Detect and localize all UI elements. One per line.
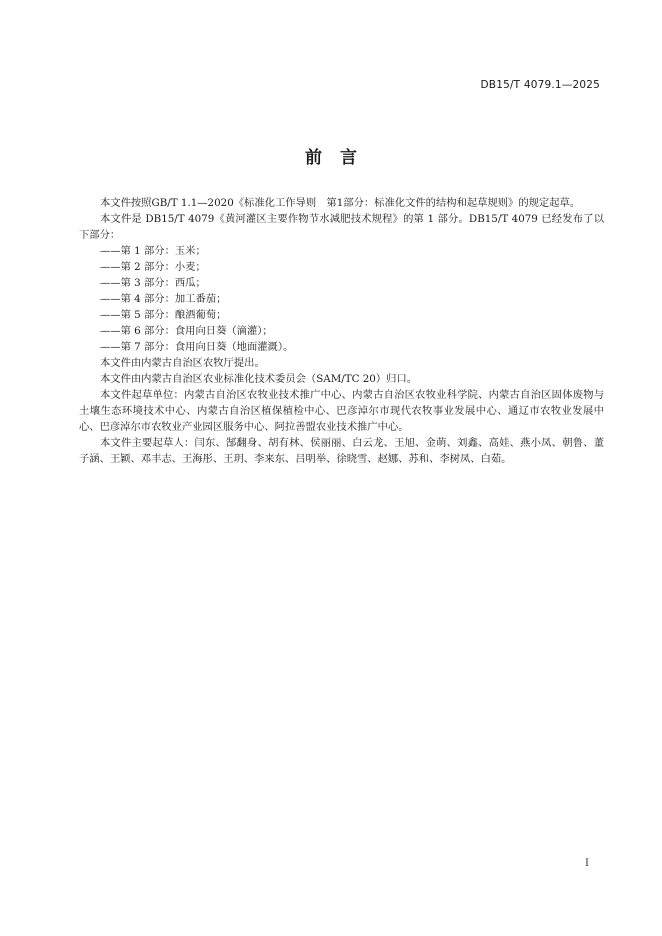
list-item: ——第 7 部分：食用向日葵（地面灌溉）。 <box>100 341 294 353</box>
paragraph-series-intro: 本文件是 DB15/T 4079《黄河灌区主要作物节水减肥技术规程》的第 1 部分。DB15/T 4079 已经发布了以下部分： <box>79 213 604 241</box>
list-item: ——第 2 部分：小麦； <box>100 261 206 273</box>
document-body <box>79 195 604 467</box>
list-item: ——第 6 部分：食用向日葵（滴灌）； <box>100 325 273 337</box>
paragraph-proposer: 本文件由内蒙古自治区农牧厅提出。 <box>100 357 265 369</box>
list-item: ——第 5 部分：酿酒葡萄； <box>100 309 227 321</box>
page-title: 前言 <box>305 148 375 168</box>
list-item: ——第 4 部分：加工番茄； <box>100 293 227 305</box>
paragraph-drafters: 本文件主要起草人：闫东、郜翻身、胡有林、侯丽丽、白云龙、王旭、金萌、刘鑫、高娃、燕小凤、朝鲁、董子涵、王颖、邓丰志、王海彤、王玥、李来东、吕明举、徐晓雪、赵娜、苏和、李树凤、白茹。 <box>79 437 604 465</box>
list-item: ——第 1 部分：玉米； <box>100 245 206 257</box>
document-code: DB15/T 4079.1—2025 <box>480 79 600 91</box>
list-item: ——第 3 部分：西瓜； <box>100 277 206 289</box>
page-number: I <box>585 858 589 869</box>
paragraph-committee: 本文件由内蒙古自治区农业标准化技术委员会（SAM/TC 20）归口。 <box>100 373 418 385</box>
paragraph-drafting-units: 本文件起草单位：内蒙古自治区农牧业技术推广中心、内蒙古自治区农牧业科学院、内蒙古自治区固体废物与土壤生态环境技术中心、内蒙古自治区植保植检中心、巴彦淖尔市现代农牧事业发展中心、通辽市农牧业发展中心、巴彦淖尔市农牧业产业园区服务中心、阿拉善盟农业技术推广中心。 <box>79 389 604 433</box>
paragraph-drafting-basis: 本文件按照GB/T 1.1—2020《标准化工作导则 第1部分：标准化文件的结构和起草规则》的规定起草。 <box>100 197 581 209</box>
